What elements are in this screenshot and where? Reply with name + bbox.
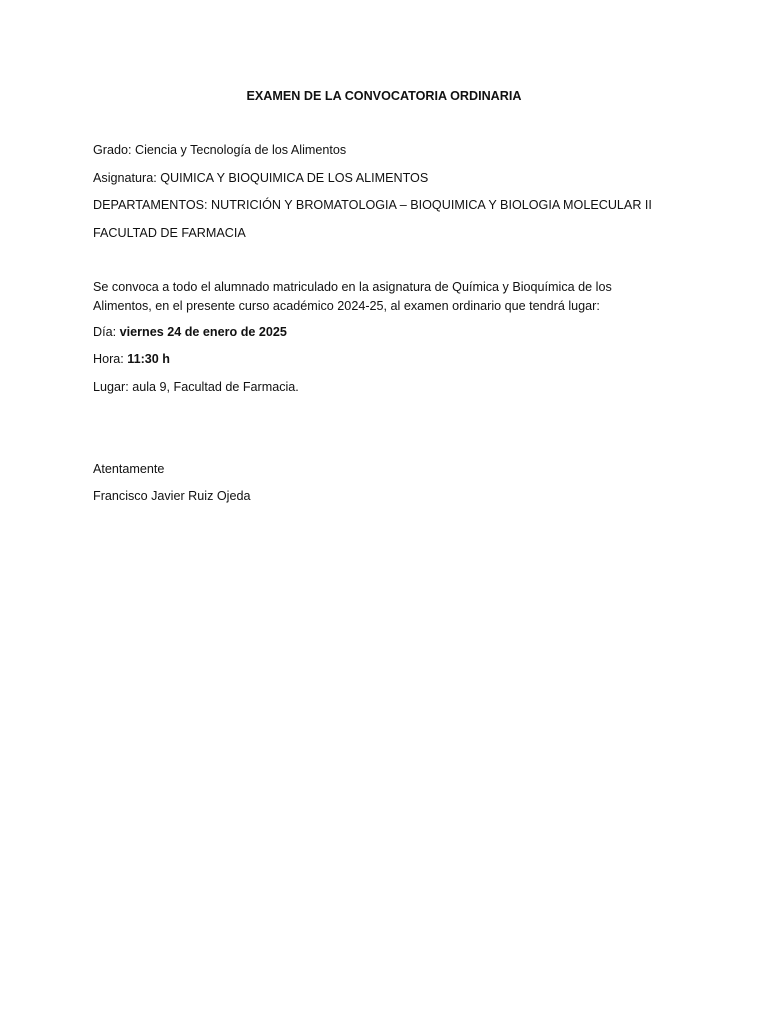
signature-line: Francisco Javier Ruiz Ojeda <box>93 489 251 503</box>
closing-line: Atentamente <box>93 462 165 476</box>
hora-label: Hora: <box>93 352 128 366</box>
convocatoria-paragraph: Se convoca a todo el alumnado matriculado en la asignatura de Química y Bioquímica de los Alimentos, en el presente curso académico 2024-25, al examen ordinario que tendrá lugar: <box>93 280 612 313</box>
document-title: EXAMEN DE LA CONVOCATORIA ORDINARIA <box>246 89 522 103</box>
hora-value: 11:30 h <box>127 352 171 366</box>
dia-label: Día: <box>93 325 120 339</box>
hora-line <box>93 350 653 368</box>
departamentos-line: DEPARTAMENTOS: NUTRICIÓN Y BROMATOLOGIA – BIOQUIMICA Y BIOLOGIA MOLECULAR II <box>93 198 652 212</box>
facultad-line: FACULTAD DE FARMACIA <box>93 226 246 240</box>
dia-line <box>93 323 653 341</box>
grado-line: Grado: Ciencia y Tecnología de los Alimentos <box>93 143 347 157</box>
dia-value: viernes 24 de enero de 2025 <box>119 325 287 339</box>
asignatura-line: Asignatura: QUIMICA Y BIOQUIMICA DE LOS ALIMENTOS <box>93 171 429 185</box>
lugar-line: Lugar: aula 9, Facultad de Farmacia. <box>93 380 299 394</box>
